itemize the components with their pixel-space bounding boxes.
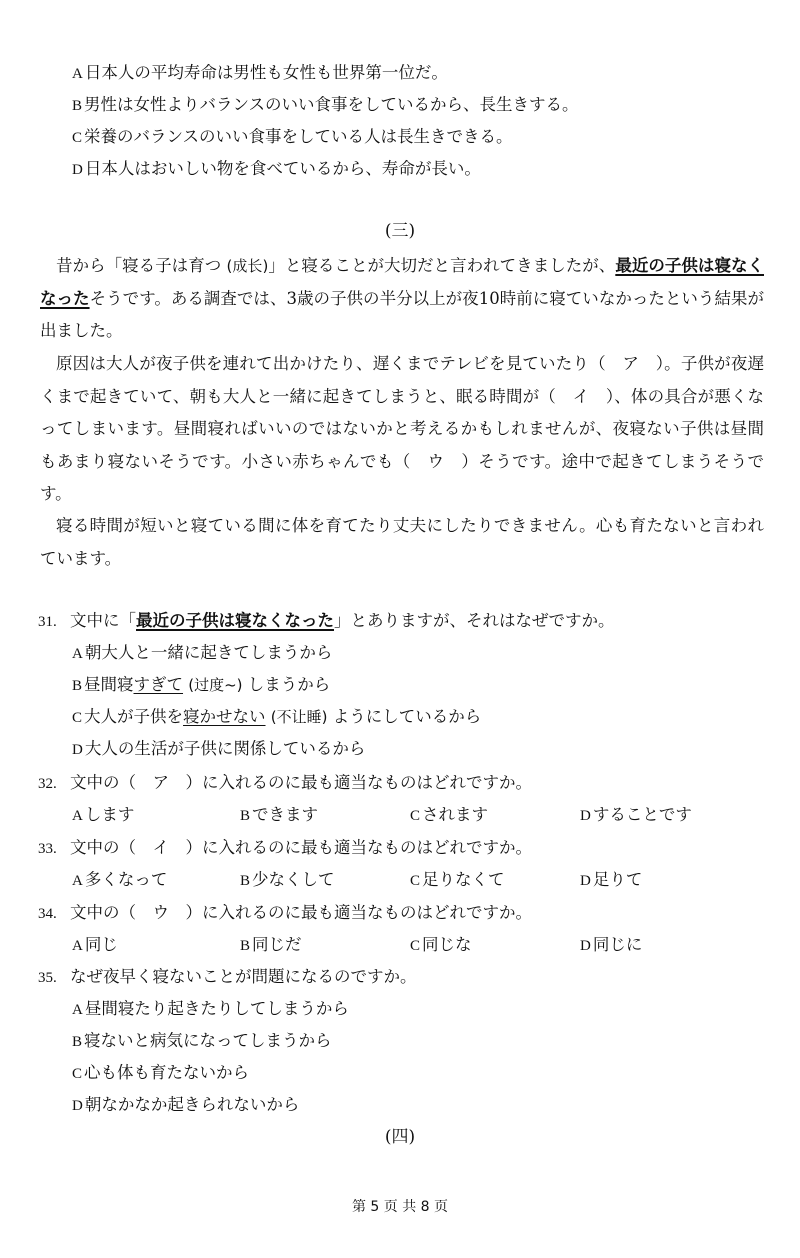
q34-choice-b: B 同じだ [240, 935, 302, 954]
q34-choice-d: D 同じに [580, 935, 643, 954]
passage-paragraph-2: 原因は大人が夜子供を連れて出かけたり、遅くまでテレビを見ていたり（ ア ）。子供が夜遅くまで起きていて、朝も大人と一緒に起きてしまうと、眠る時間が（ イ ）、体の具合が悪くなってしまいます。昼間寝ればいいのではないかと考えるかもしれませんが、夜寝ない子供は昼間もあまり寝ないそうです。小さい赤ちゃんでも（ ウ ）そうです。途中で起きてしまうそうです。 [40, 354, 764, 503]
question-31: 31. 文中に「最近の子供は寝なくなった」とありますが、それはなぜですか。 [38, 611, 615, 630]
passage-paragraph-3: 寝る時間が短いと寝ている間に体を育てたり丈夫にしたりできません。心も育たないと言われています。 [40, 516, 764, 568]
q31-option-a: A 朝大人と一緒に起きてしまうから [72, 643, 333, 662]
section-heading-4: (四) [384, 1127, 416, 1147]
question-33: 33. 文中の（ イ ）に入れるのに最も適当なものはどれですか。 [38, 838, 532, 857]
q33-choice-d: D 足りて [580, 870, 643, 889]
q31-option-d: D 大人の生活が子供に関係しているから [72, 739, 366, 758]
q35-option-b: B 寝ないと病気になってしまうから [72, 1031, 332, 1050]
q35-option-c: C 心も体も育たないから [72, 1063, 250, 1082]
top-option-d: D 日本人はおいしい物を食べているから、寿命が長い。 [72, 159, 481, 178]
gloss-seichou: (成长) [226, 257, 269, 275]
question-35: 35. なぜ夜早く寝ないことが問題になるのですか。 [38, 967, 417, 986]
top-option-c: C 栄養のバランスのいい食事をしている人は長生きできる。 [72, 127, 513, 146]
q31-option-c: C 大人が子供を寝かせない (不让睡) ようにしているから [72, 707, 482, 726]
q31-option-b: B 昼間寝すぎて (过度~) しまうから [72, 675, 331, 694]
passage-paragraph-1: 昔から「寝る子は育つ (成长)」と寝ることが大切だと言われてきましたが、最近の子供は寝なくなったそうです。ある調査では、3歳の子供の半分以上が夜10時前に寝ていなかったという結果が出ました。 [40, 256, 764, 340]
q35-option-d: D 朝なかなか起きられないから [72, 1095, 300, 1114]
section-heading-3: (三) [384, 221, 416, 241]
q32-choice-c: C されます [410, 805, 489, 824]
q33-choice-a: A 多くなって [72, 870, 168, 889]
question-34: 34. 文中の（ ウ ）に入れるのに最も適当なものはどれですか。 [38, 903, 532, 922]
q32-choice-b: B できます [240, 805, 319, 824]
q32-choice-a: A します [72, 805, 135, 824]
q33-choice-c: C 足りなくて [410, 870, 505, 889]
top-option-b: B 男性は女性よりバランスのいい食事をしているから、長生きする。 [72, 95, 579, 114]
q32-choice-d: D することです [580, 805, 692, 824]
page-footer: 第 5 页 共 8 页 [351, 1199, 449, 1215]
question-32: 32. 文中の（ ア ）に入れるのに最も適当なものはどれですか。 [38, 773, 532, 792]
q33-choice-b: B 少なくして [240, 870, 335, 889]
q34-choice-a: A 同じ [72, 935, 118, 954]
q34-choice-c: C 同じな [410, 935, 472, 954]
top-option-a: A 日本人の平均寿命は男性も女性も世界第一位だ。 [72, 63, 448, 82]
underlined-phrase: 最近の子供は寝なくなった [40, 256, 764, 308]
q35-option-a: A 昼間寝たり起きたりしてしまうから [72, 999, 349, 1018]
